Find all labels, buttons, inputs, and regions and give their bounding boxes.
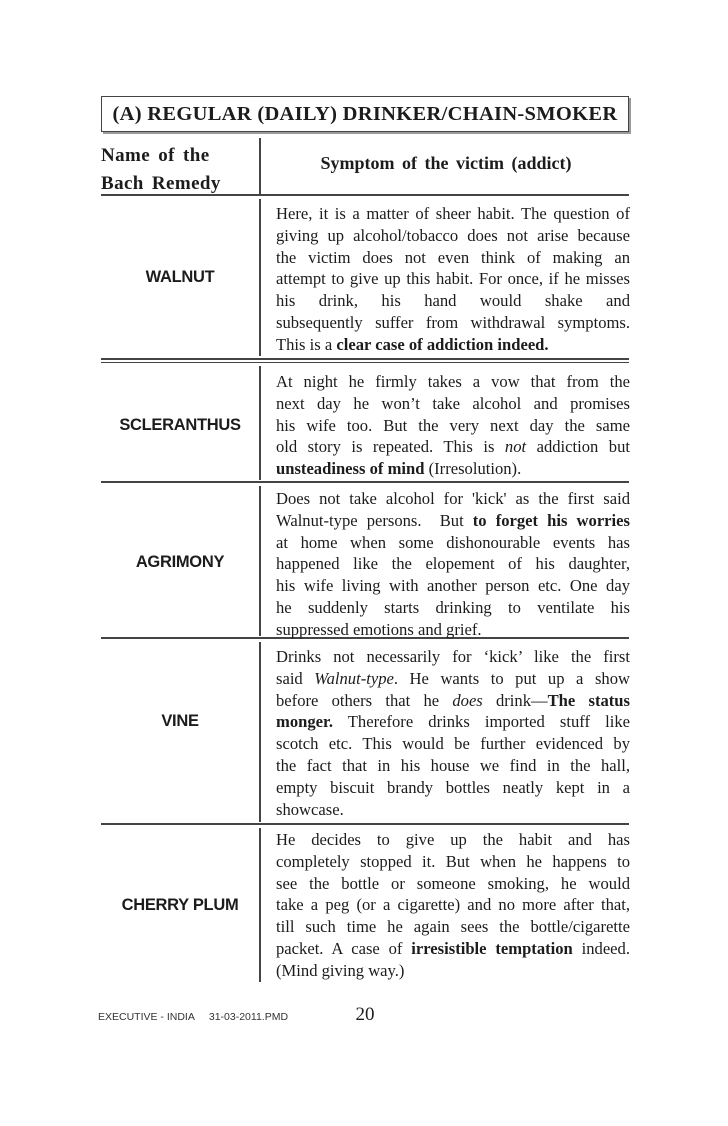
column-divider: [259, 199, 261, 356]
page-title: (A) REGULAR (DAILY) DRINKER/CHAIN-SMOKER: [101, 96, 629, 132]
text-line: giving up alcohol/tobacco does not arise because: [276, 225, 630, 245]
row-divider: [101, 194, 629, 196]
text-run: packet. A case of: [276, 938, 412, 958]
symptom-agrimony: [276, 488, 630, 641]
text-line: the fact that in his house we find in the hall,: [276, 755, 630, 775]
text-line: Drinks not necessarily for ‘kick’ like the first: [276, 647, 630, 666]
text-line: till such time he again sees the bottle/cigarette: [276, 917, 630, 937]
text-line: attempt to give up this habit. For once, if he misses: [276, 269, 630, 289]
text-line: completely stopped it. But when he happens to: [276, 851, 630, 871]
text-run: This is a: [276, 334, 337, 354]
text-line: his wife living with another person etc. One day: [276, 576, 630, 596]
symptom-vine: [276, 646, 630, 820]
text-line: at home when some dishonourable events has: [276, 532, 630, 552]
text-line: He decides to give up the habit and has: [276, 830, 630, 849]
text-line: his wife too. But the very next day the same: [276, 415, 630, 435]
italic-text: not: [504, 437, 527, 457]
column-header-symptom: Symptom of the victim (addict): [320, 153, 572, 173]
text-line: [276, 510, 630, 532]
text-line: At night he firmly takes a vow that from the: [276, 372, 630, 391]
italic-text: Walnut-type: [314, 668, 394, 688]
row-divider: [101, 481, 629, 483]
column-header-remedy: [101, 142, 251, 198]
text-line: subsequently suffer from withdrawal symptoms.: [276, 312, 630, 332]
text-line: (Mind giving way.): [276, 960, 405, 980]
text-line: his drink, his hand would shake and: [276, 291, 630, 311]
page-number: 20: [355, 1004, 375, 1025]
text-line: suppressed emotions and grief.: [276, 619, 482, 639]
emphasis-text: unsteadiness of mind: [276, 459, 425, 479]
text-run: old story is repeated. This is: [276, 437, 505, 457]
remedy-name-agrimony: AGRIMONY: [135, 553, 225, 571]
footer-filename: 31-03-2011.PMD: [208, 1011, 289, 1023]
column-divider: [259, 642, 261, 822]
remedy-name-cherry-plum: CHERRY PLUM: [121, 896, 239, 914]
text-line: showcase.: [276, 799, 344, 819]
text-line: [276, 668, 630, 690]
symptom-walnut: [276, 203, 630, 356]
column-divider: [259, 486, 261, 636]
text-run: Walnut-type persons. But: [276, 510, 473, 530]
remedy-name-walnut: WALNUT: [145, 268, 215, 286]
text-line: [276, 711, 630, 733]
text-run: . He wants to put up a show: [393, 668, 630, 688]
text-line: [276, 458, 630, 480]
text-run: (Irresolution).: [424, 459, 522, 479]
remedy-name-vine: VINE: [161, 712, 199, 730]
column-divider: [259, 366, 261, 480]
text-run: Therefore drinks imported stuff like: [333, 712, 630, 732]
text-run: drink—: [482, 690, 548, 710]
symptom-cherry-plum: [276, 829, 630, 982]
text-run: said: [276, 668, 315, 688]
text-line: happened like the elopement of his daughter,: [276, 554, 630, 574]
footer-info: [98, 1011, 288, 1023]
text-line: he suddenly starts drinking to ventilate his: [276, 597, 630, 617]
emphasis-text: to forget his worries: [472, 510, 630, 530]
emphasis-text: clear case of addiction indeed.: [336, 334, 549, 354]
emphasis-text: monger.: [276, 712, 333, 732]
row-divider: [101, 823, 629, 825]
text-line: see the bottle or someone smoking, he would: [276, 873, 630, 893]
text-line: [276, 938, 630, 960]
emphasis-text: irresistible temptation: [411, 938, 573, 958]
text-line: [276, 436, 630, 458]
text-line: empty biscuit brandy bottles neatly kept in a: [276, 777, 630, 797]
column-divider: [259, 138, 261, 194]
italic-text: does: [452, 690, 483, 710]
text-line: [276, 334, 630, 356]
column-header-remedy-line1: Name of the: [101, 145, 210, 166]
text-run: addiction but: [526, 437, 630, 457]
symptom-scleranthus: [276, 371, 630, 480]
text-line: scotch etc. This would be further evidenced by: [276, 734, 630, 754]
row-divider: [101, 358, 629, 360]
text-line: Here, it is a matter of sheer habit. The question of: [276, 204, 630, 223]
emphasis-text: The status: [547, 690, 630, 710]
row-divider: [101, 362, 629, 363]
remedy-name-scleranthus: SCLERANTHUS: [119, 416, 241, 434]
text-run: before others that he: [276, 690, 453, 710]
text-run: indeed.: [572, 938, 630, 958]
column-header-remedy-line2: Bach Remedy: [101, 173, 221, 194]
text-line: Does not take alcohol for 'kick' as the first said: [276, 489, 630, 508]
footer-publication: EXECUTIVE - INDIA: [98, 1011, 195, 1023]
text-line: [276, 690, 630, 712]
column-divider: [259, 828, 261, 982]
text-line: the victim does not even think of making an: [276, 247, 630, 267]
text-line: take a peg (or a cigarette) and no more after that,: [276, 895, 630, 915]
text-line: next day he won’t take alcohol and promises: [276, 393, 630, 413]
